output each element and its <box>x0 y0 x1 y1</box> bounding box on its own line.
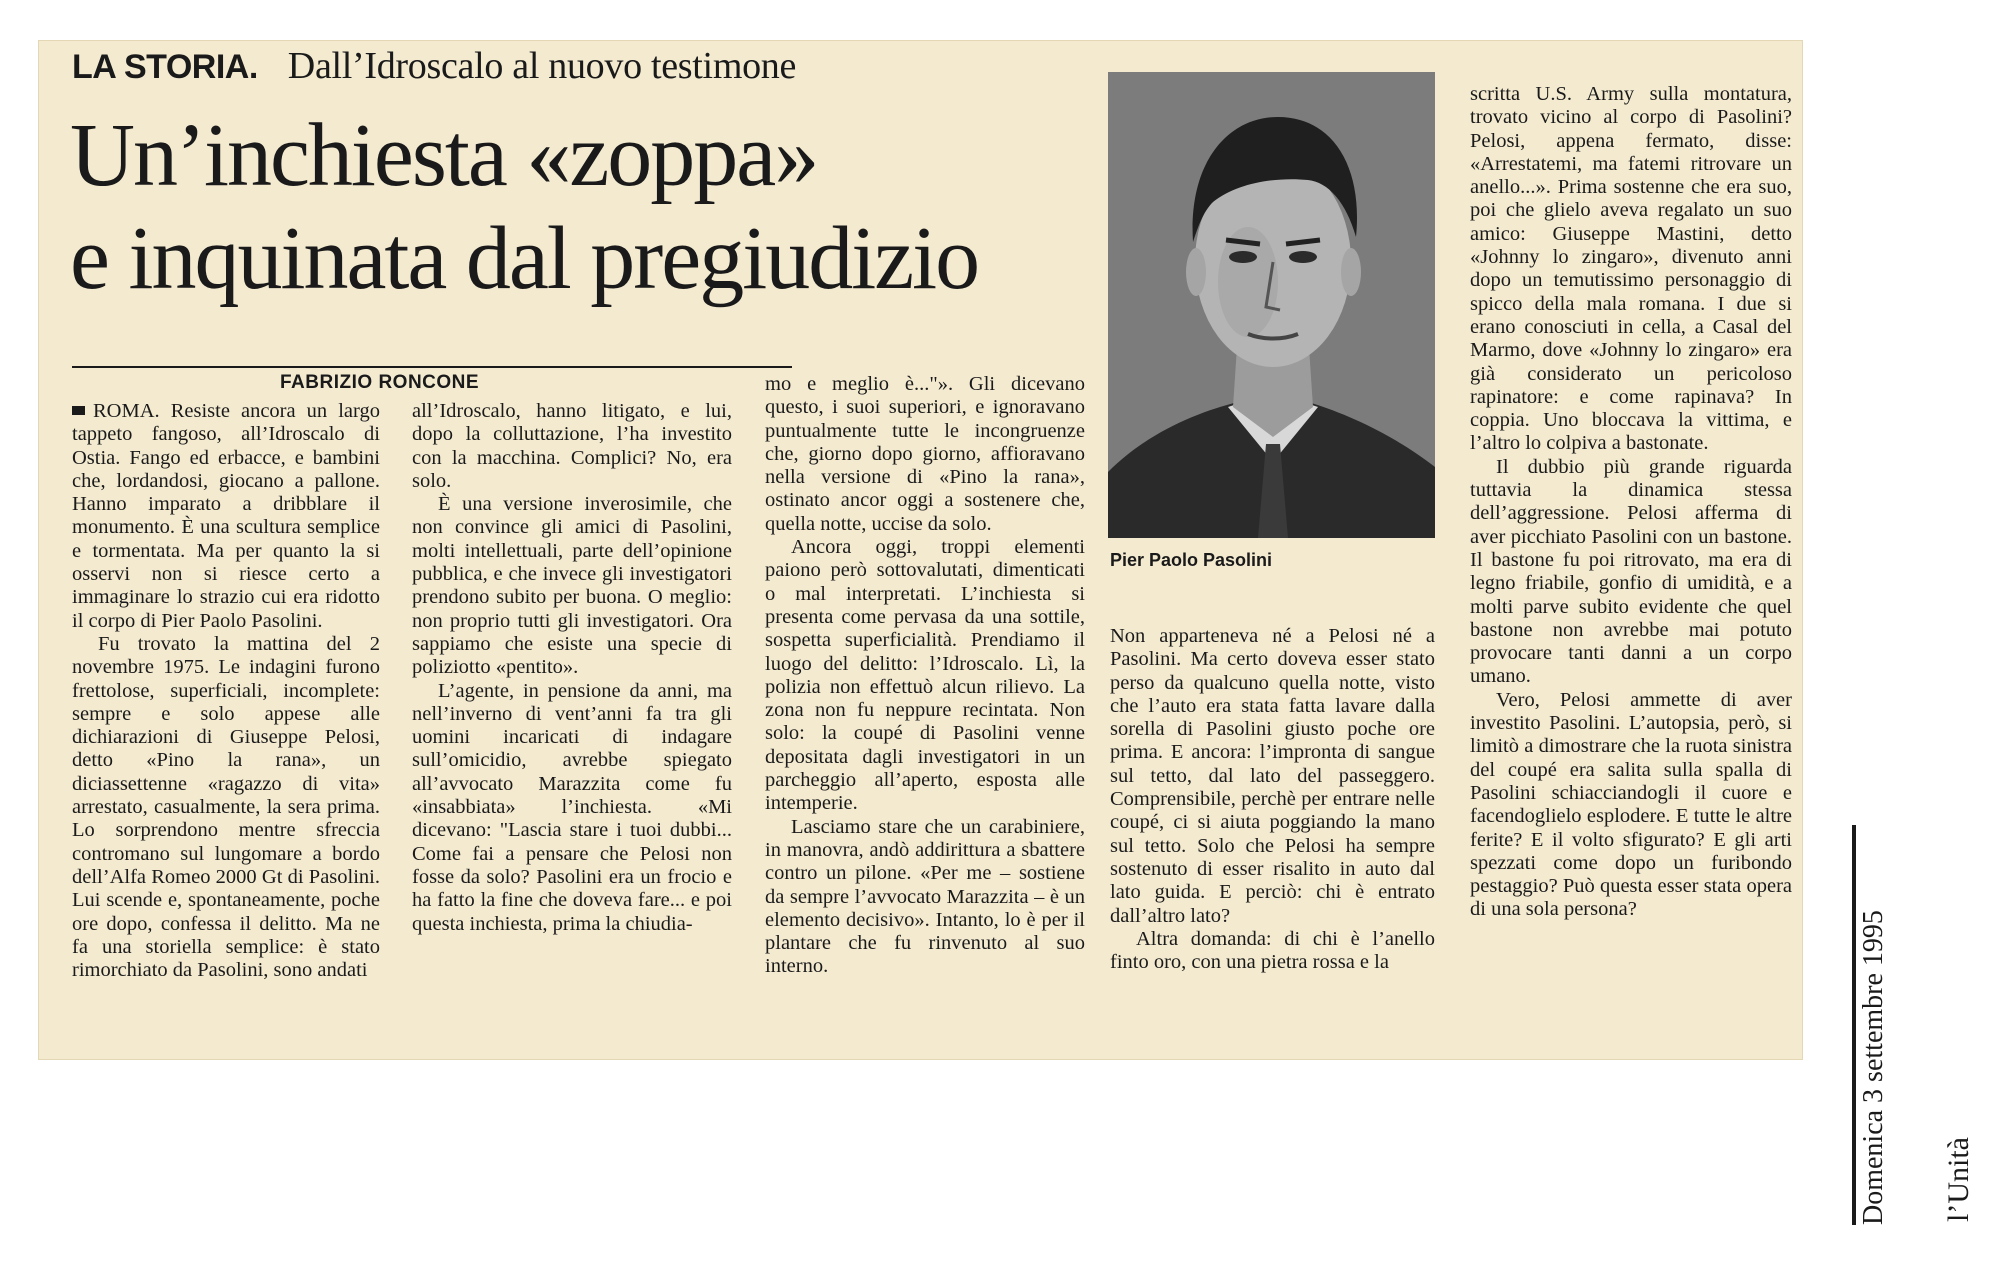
article-column-3 <box>765 373 1085 979</box>
paragraph: L’agente, in pensione da anni, ma nell’inverno di vent’anni fa tra gli uomini incaricati di indagare sull’omicidio, avrebbe spiegato all’avvocato Marazzita come fu «insabbiata» l’inchiesta. «Mi dicevano: "Lascia stare i tuoi dubbi... Come fai a pensare che Pelosi non fosse da solo? Pasolini era un frocio e ha fatto la fine che doveva fare... e poi questa inchiesta, prima la chiudia- <box>412 679 732 935</box>
paragraph: ROMA. Resiste ancora un largo tappeto fangoso, all’Idroscalo di Ostia. Fango ed erbacce, e bambini che, lordandosi, giocano a pallone. Hanno imparato a dribblare il monumento. È una scultura semplice e tormentata. Ma per quanto la si osservi non si riesce certo a immaginare lo strazio cui era ridotto il corpo di Pier Paolo Pasolini. <box>72 400 380 632</box>
byline-rule <box>72 366 792 368</box>
byline: FABRIZIO RONCONE <box>280 372 480 393</box>
article-column-2 <box>412 400 732 936</box>
paragraph: Non apparteneva né a Pelosi né a Pasolini. Ma certo doveva esser stato perso da qualcuno quella notte, visto che l’auto era stata fatta lavare dalla sorella di Pasolini giusto poche ore prima. E ancora: l’impronta di sangue sul tetto, dal lato del passeggero. Comprensibile, perchè per entrare nelle coupé, ci si aiuta poggiando la mano sul tetto. Solo che Pelosi ha sempre sostenuto di esser risalito in auto dal lato guida. E perciò: chi è entrato dall’altro lato? <box>1110 625 1435 927</box>
newspaper-name: l’Unità <box>1942 1137 1975 1222</box>
paragraph: Altra domanda: di chi è l’anello finto oro, con una pietra rossa e la <box>1110 927 1435 974</box>
kicker <box>72 44 796 96</box>
paragraph: Fu trovato la mattina del 2 novembre 1975. Le indagini furono frettolose, superficiali, incomplete: sempre e solo appese alle dichiarazioni di Giuseppe Pelosi, detto «Pino la rana», un diciassettenne «ragazzo di vita» arrestato, casualmente, la sera prima. Lo sorprendono mentre sfreccia contromano sul lungomare a bordo dell’Alfa Romeo 2000 Gt di Pasolini. Lui scende e, spontaneamente, poche ore dopo, confessa il delitto. Ma ne fa una storiella semplice: è stato rimorchiato da Pasolini, sono andati <box>72 632 380 982</box>
paragraph: Ancora oggi, troppi elementi paiono però sottovalutati, dimenticati o mal interpretati. L’inchiesta si presenta come pervasa da una sottile, sospetta superficialità. Prendiamo il luogo del delitto: l’Idroscalo. Lì, la polizia non effettuò alcun rilievo. La zona non fu neppure recintata. Non solo: la coupé di Pasolini venne depositata dagli investigatori in un parcheggio all’aperto, esposta alle intemperie. <box>765 536 1085 815</box>
square-bullet-icon <box>72 406 85 415</box>
article-column-4 <box>1110 625 1435 974</box>
subtitle: Dall’Idroscalo al nuovo testimone <box>287 45 797 87</box>
article-column-1 <box>72 400 380 982</box>
paragraph: mo e meglio è..."». Gli dicevano questo, i suoi superiori, e ignoravano puntualmente tutte le incongruenze che, giorno dopo giorno, affioravano nella versione di «Pino la rana», ostinato ancor oggi a sostenere che, quella notte, uccise da solo. <box>765 373 1085 535</box>
paragraph: Vero, Pelosi ammette di aver investito Pasolini. L’autopsia, però, si limitò a dimostrare che la ruota sinistra del coupé era salita sulla spalla di Pasolini schiacciandogli il cuore e facendoglielo esplodere. E tutte le altre ferite? E il volto sfigurato? E gli arti spezzati come dopo un furibondo pestaggio? Può questa esser stata opera di una sola persona? <box>1470 688 1792 921</box>
dateline-text: Domenica 3 settembre 1995 <box>1852 825 1890 1225</box>
headline-line-2: e inquinata dal pregiudizio <box>70 209 979 308</box>
paragraph: scritta U.S. Army sulla montatura, trovato vicino al corpo di Pasolini? Pelosi, appena fermato, disse: «Arrestatemi, ma fatemi ritrovare un anello...». Prima sostenne che era suo, poi che glielo aveva regalato un suo amico: Giuseppe Mastini, detto «Johnny lo zingaro», divenuto anni dopo un temutissimo personaggio di spicco della mala romana. I due si erano conosciuti in cella, a Casal del Marmo, dove «Johnny lo zingaro» era già considerato un pericoloso rapinatore: e come rapinava? In coppia. Uno bloccava la vittima, e l’altro lo colpiva a bastonate. <box>1470 83 1792 455</box>
paragraph: È una versione inverosimile, che non convince gli amici di Pasolini, molti intellettuali, parte dell’opinione pubblica, e che invece gli investigatori prendono subito per buona. O meglio: non proprio tutti gli investigatori. Ora sappiamo che esiste una specie di poliziotto «pentito». <box>412 493 732 679</box>
section-tag: LA STORIA. <box>72 48 258 86</box>
photo-caption: Pier Paolo Pasolini <box>1110 550 1273 570</box>
portrait-image <box>1108 72 1435 538</box>
portrait-photo <box>1108 72 1435 538</box>
paragraph: all’Idroscalo, hanno litigato, e lui, dopo la colluttazione, l’ha investito con la macchina. Complici? No, era solo. <box>412 400 732 492</box>
article-column-5 <box>1470 83 1792 922</box>
dateline <box>1852 825 1890 1225</box>
paragraph: Lasciamo stare che un carabiniere, in manovra, andò addirittura a sbattere contro un pilone. «Per me – sostiene da sempre l’avvocato Marazzita – è un elemento decisivo». Intanto, lo è per il plantare che fu rinvenuto al suo interno. <box>765 815 1085 978</box>
paragraph: Il dubbio più grande riguarda tuttavia la dinamica stessa dell’aggressione. Pelosi afferma di aver picchiato Pasolini con un bastone. Il bastone fu poi ritrovato, ma era di legno friabile, gonfio di umidità, e a molti parve subito evidente che quel bastone non avrebbe mai potuto provocare tanti danni a un corpo umano. <box>1470 455 1792 688</box>
headline <box>70 104 1070 310</box>
headline-line-1: Un’inchiesta «zoppa» <box>70 106 818 205</box>
